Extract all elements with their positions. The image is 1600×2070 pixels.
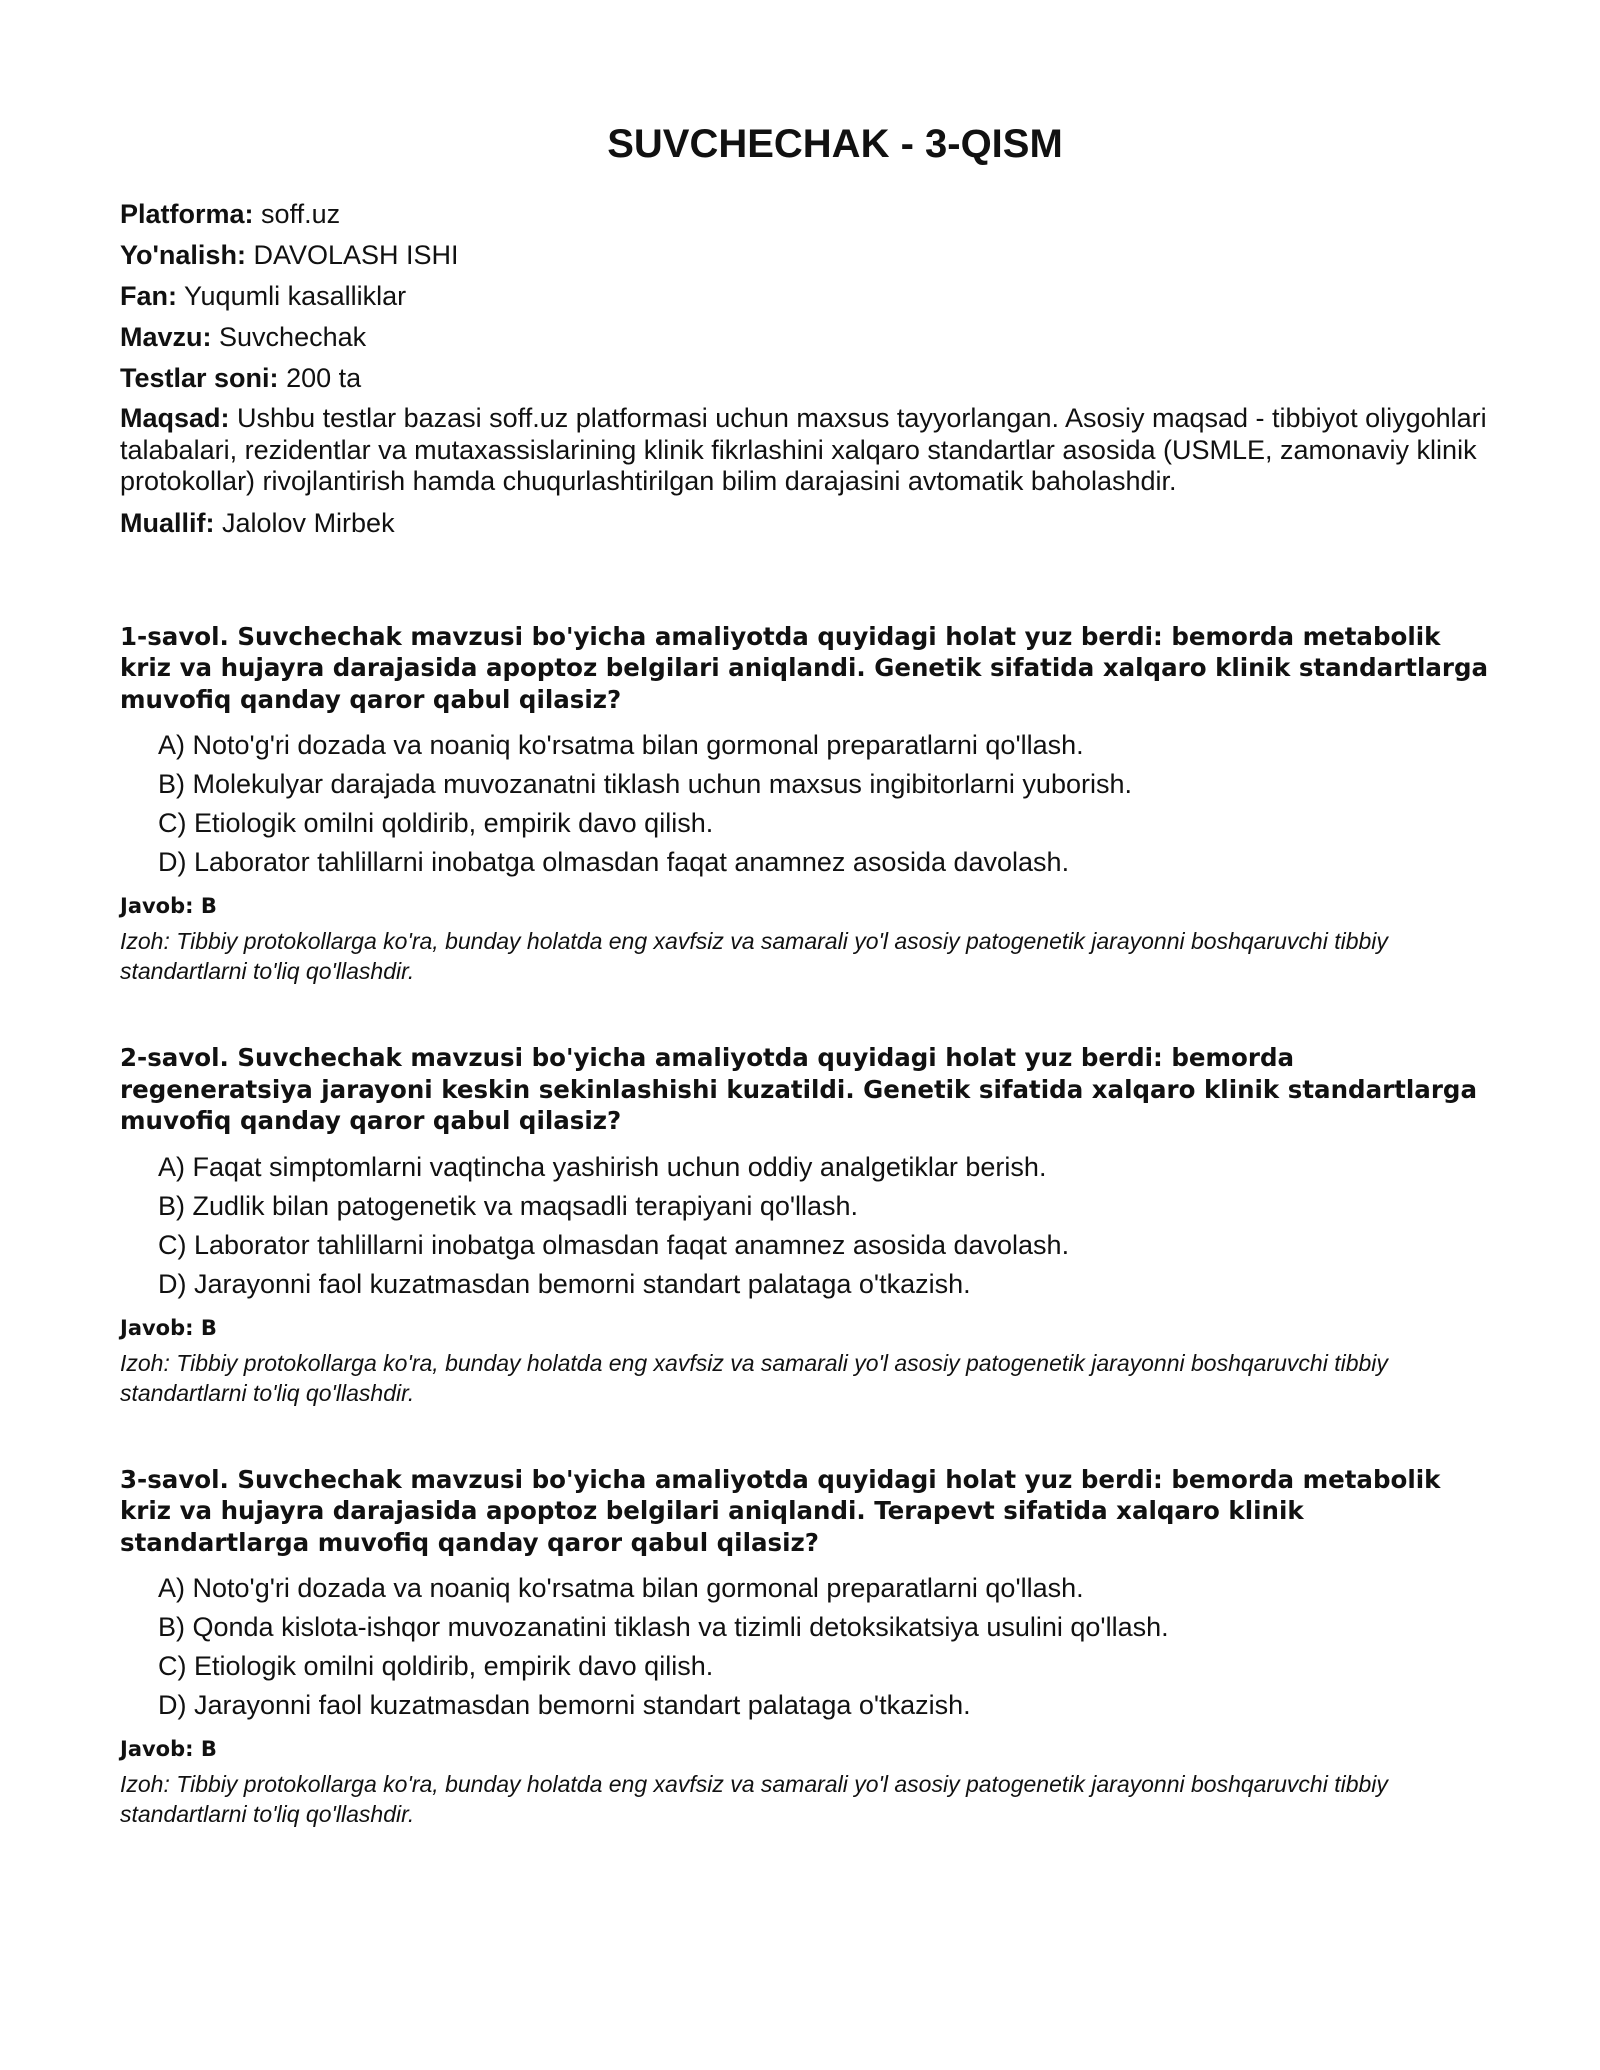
option-d: D) Jarayonni faol kuzatmasdan bemorni standart palataga o'tkazish. — [158, 1690, 971, 1720]
meta-label: Mavzu: — [120, 322, 212, 352]
option-d: D) Laborator tahlillarni inobatga olmasdan faqat anamnez asosida davolash. — [158, 847, 1070, 877]
option-a: A) Faqat simptomlarni vaqtincha yashirish uchun oddiy analgetiklar berish. — [158, 1151, 1047, 1182]
answer-options — [120, 729, 1490, 878]
questions-list — [120, 621, 1490, 1830]
meta-platforma — [120, 198, 1490, 230]
meta-value: soff.uz — [261, 199, 341, 229]
option-b: B) Zudlik bilan patogenetik va maqsadli terapiyani qo'llash. — [158, 1190, 859, 1221]
explanation-note: Izoh: Tibbiy protokollarga ko'ra, bunday holatda eng xavfsiz va samarali yo'l asosiy patogenetik jarayonni boshqaruvchi tibbiy standartlarni to'liq qo'llashdir. — [120, 1771, 1388, 1827]
option-b: B) Molekulyar darajada muvozanatni tiklash uchun maxsus ingibitorlarni yuborish. — [158, 769, 1132, 799]
meta-label: Yo'nalish: — [120, 240, 246, 270]
meta-label: Testlar soni: — [120, 363, 279, 393]
option-c: C) Laborator tahlillarni inobatga olmasdan faqat anamnez asosida davolash. — [158, 1229, 1070, 1260]
meta-value: Yuqumli kasalliklar — [184, 281, 407, 311]
correct-answer: Javob: B — [120, 894, 217, 918]
question-3 — [120, 1464, 1490, 1830]
question-text: 2-savol. Suvchechak mavzusi bo'yicha amaliyotda quyidagi holat yuz berdi: bemorda regeneratsiya jarayoni keskin sekinlashishi kuzatildi. Genetik sifatida xalqaro klinik standartlarga muvofiq qanday qaror qabul qilasiz? — [120, 1043, 1477, 1135]
option-a: A) Noto'g'ri dozada va noaniq ko'rsatma bilan gormonal preparatlarni qo'llash. — [158, 1573, 1084, 1603]
explanation-note: Izoh: Tibbiy protokollarga ko'ra, bunday holatda eng xavfsiz va samarali yo'l asosiy patogenetik jarayonni boshqaruvchi tibbiy standartlarni to'liq qo'llashdir. — [120, 1349, 1388, 1406]
question-1 — [120, 621, 1490, 987]
meta-label: Fan: — [120, 281, 177, 311]
meta-yonalish — [120, 239, 1490, 271]
meta-value: 200 ta — [286, 363, 362, 393]
option-b: B) Qonda kislota-ishqor muvozanatini tiklash va tizimli detoksikatsiya usulini qo'llash. — [158, 1612, 1169, 1642]
question-text: 3-savol. Suvchechak mavzusi bo'yicha amaliyotda quyidagi holat yuz berdi: bemorda metabolik kriz va hujayra darajasida apoptoz belgilari aniqlandi. Terapevt sifatida xalqaro klinik standartlarga muvofiq qanday qaror qabul qilasiz? — [120, 1464, 1441, 1557]
answer-options — [120, 1151, 1490, 1300]
document-page — [120, 118, 1490, 1885]
meta-fan — [120, 280, 1490, 312]
document-meta — [120, 198, 1490, 539]
answer-options — [120, 1572, 1490, 1721]
meta-mavzu — [120, 321, 1490, 353]
correct-answer: Javob: B — [120, 1315, 217, 1340]
option-d: D) Jarayonni faol kuzatmasdan bemorni standart palataga o'tkazish. — [158, 1268, 971, 1299]
option-c: C) Etiologik omilni qoldirib, empirik davo qilish. — [158, 808, 714, 838]
question-2 — [120, 1042, 1490, 1408]
question-text: 1-savol. Suvchechak mavzusi bo'yicha amaliyotda quyidagi holat yuz berdi: bemorda metabolik kriz va hujayra darajasida apoptoz belgilari aniqlandi. Genetik sifatida xalqaro klinik standartlarga muvofiq qanday qaror qabul qilasiz? — [120, 621, 1489, 714]
meta-value: Ushbu testlar bazasi soff.uz platformasi uchun maxsus tayyorlangan. Asosiy maqsad - tibbiyot oliygohlari talabalari, rezidentlar va mutaxassislarining klinik fikrlashini xalqaro standartlar asosida (USMLE, zamonaviy klinik protokollar) rivojlantirish hamda chuqurlashtirilgan bilim darajasini avtomatik baholashdir. — [120, 403, 1487, 496]
meta-maqsad — [120, 403, 1490, 498]
meta-label: Platforma: — [120, 199, 254, 229]
meta-value: Suvchechak — [219, 322, 367, 352]
meta-muallif — [120, 507, 1490, 539]
correct-answer: Javob: B — [120, 1737, 217, 1761]
meta-label: Muallif: — [120, 507, 215, 538]
meta-value: DAVOLASH ISHI — [253, 240, 459, 270]
meta-label: Maqsad: — [120, 403, 230, 433]
option-c: C) Etiologik omilni qoldirib, empirik davo qilish. — [158, 1651, 714, 1681]
meta-testlar-soni — [120, 362, 1490, 394]
document-title: SUVCHECHAK - 3-QISM — [607, 122, 1063, 166]
option-a: A) Noto'g'ri dozada va noaniq ko'rsatma bilan gormonal preparatlarni qo'llash. — [158, 730, 1084, 760]
meta-value: Jalolov Mirbek — [222, 507, 395, 538]
explanation-note: Izoh: Tibbiy protokollarga ko'ra, bunday holatda eng xavfsiz va samarali yo'l asosiy patogenetik jarayonni boshqaruvchi tibbiy standartlarni to'liq qo'llashdir. — [120, 928, 1388, 984]
